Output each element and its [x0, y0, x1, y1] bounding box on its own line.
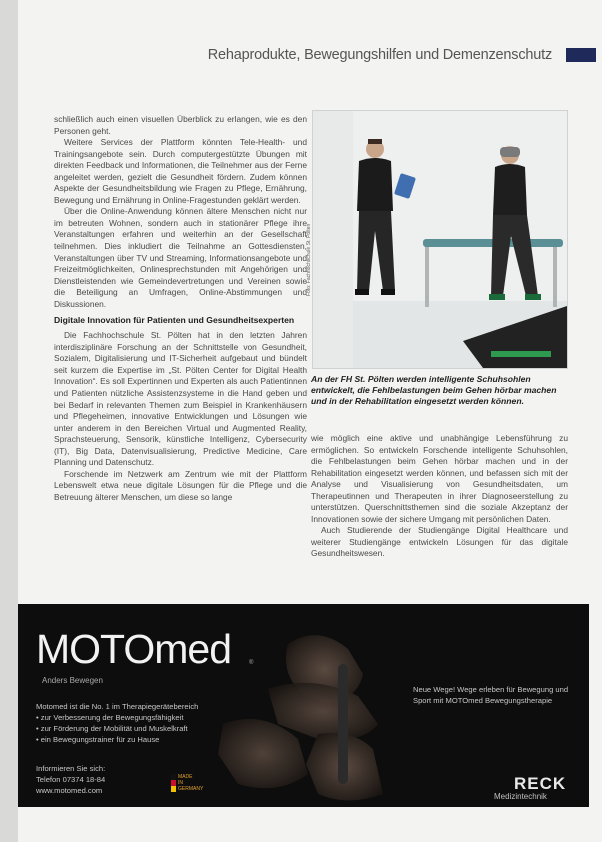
paragraph: Forschende im Netzwerk am Zentrum wie mit der Plattform Lebenswelt etwa neue digitale Lösungen für die Pflege und die Betreuung älterer Menschen, um diese so lange: [54, 468, 307, 502]
contact-website[interactable]: www.motomed.com: [36, 786, 103, 795]
right-text-column: [311, 433, 568, 560]
header-accent-block: [566, 48, 596, 62]
paragraph: wie möglich eine aktive und unabhängige Lebensführung zu ermöglichen. So entwickeln Forschende intelligente Schuhsohlen, die Fehlbelastungen beim Gehen hörbar machen und in der Rehabilitation eingesetzt werden können, und befassen sich mit der Analyse und Visualisierung von Gesundheitsdaten, um Therapeutinnen und Therapeuten in ihrer Diagnoseerstellung zu unterstützen. Querschnittsthemen sind die soziale Akzeptanz der Innovationen sowie der sichere Umgang mit persönlichen Daten.: [311, 433, 568, 524]
paragraph: Auch Studierende der Studiengänge Digital Healthcare und weiterer Studiengänge entwickeln Lösungen für das digitale Gesundheitswesen.: [311, 525, 568, 559]
made-in-germany: MADE IN GERMANY: [178, 774, 204, 792]
reck-logo: RECK: [514, 774, 567, 793]
paragraph: Weitere Services der Plattform könnten Tele-Health- und Trainingsangebote sein. Durch computergestützte Übungen mit direkten Feedback und Informationen, die Teilnehmer aus der Ferne angeleitet werden, gezielt die Gesundheit fördern. Zudem können Aspekte der Gesundheitsbildung wie Fragen zu Pflege, Ernährung, Bewegung und Ernährung in Online-Fragestunden geklärt werden.: [54, 137, 307, 205]
reck-tagline: Medizintechnik: [494, 792, 547, 801]
paragraph: schließlich auch einen visuellen Überblick zu erlangen, wie es den Personen geht.: [54, 114, 307, 136]
motomed-logo: MOTOmed: [36, 626, 231, 672]
article-photo: [312, 110, 568, 369]
registered-mark: ®: [249, 660, 254, 666]
motomed-advertisement: [18, 604, 589, 807]
ad-bullet: • ein Bewegungstrainer für zu Hause: [36, 735, 160, 744]
paragraph: Über die Online-Anwendung können ältere Menschen nicht nur im betreuten Wohnen, sondern auch in stationärer Pflege ihre Veranstaltungen erfahren und weiterhin an der Gesellschaft teilnehmen. Dies inkludiert die Teilnahme an Gottesdiensten, Veranstaltungen über TV und Streaming, Informationsangebote und Freizeitmöglichkeiten, Onlinesprechstunden mit Angehörigen und Dienstleistenden wie Gemeindevertretungen und Vereinen sowie die Beteiligung an Umfragen, Online-Abstimmungen und Diskussionen.: [54, 206, 307, 309]
ad-bullet: • zur Verbesserung der Bewegungsfähigkeit: [36, 713, 184, 722]
photo-illustration: [313, 111, 567, 368]
paragraph: Die Fachhochschule St. Pölten hat in den letzten Jahren interdisziplinäre Forschung an der Schnittstelle von Gesundheit, Sozialem, Digitalisierung und IT-Sicherheit aufgebaut und bündelt seit kurzem die Expertise im „St. Pölten Center for Digital Health Innovation“. Es soll Expertinnen und Experten als auch Patientinnen und Patienten nützliche Assistenzsysteme in die Hand geben und bei Bedarf in relevanten Themen zum Beispiel in Krankenhäusern und Pflegeheimen, innovative Entwicklungen und Lösungen wie unter anderem in den Bereichen Virtual und Augmented Reality, Sprachsteuerung, Sensorik, künstliche Intelligenz, Cybersecurity (IT), Big Data, Datenvisualisierung, Predictive Medicine, Care Planning und Datenschutz.: [54, 330, 307, 468]
ad-intro: Motomed ist die No. 1 im Therapiegerätebereich: [36, 702, 199, 711]
contact-label: Informieren Sie sich:: [36, 764, 106, 773]
ad-right-text: Neue Wege! Wege erleben für Bewegung und Sport mit MOTOmed Bewegungstherapie: [413, 685, 569, 705]
section-header: Rehaprodukte, Bewegungshilfen und Demenzenschutz: [207, 47, 552, 63]
left-text-column: [54, 114, 307, 504]
photo-caption: An der FH St. Pölten werden intelligente Schuhsohlen entwickelt, die Fehlbelastungen beim Gehen hörbar machen und in der Rehabilitation eingesetzt werden können.: [311, 374, 557, 406]
photo-credit: Foto: Fachhochschule St. Pölten: [306, 223, 312, 296]
ad-bullet: • zur Förderung der Mobilität und Muskelkraft: [36, 724, 188, 733]
contact-phone: Telefon 07374 18-84: [36, 775, 106, 784]
logo-tagline: Anders Bewegen: [42, 676, 103, 685]
germany-flag-icon: [171, 774, 176, 792]
section-heading: Digitale Innovation für Patienten und Gesundheitsexperten: [54, 315, 295, 326]
